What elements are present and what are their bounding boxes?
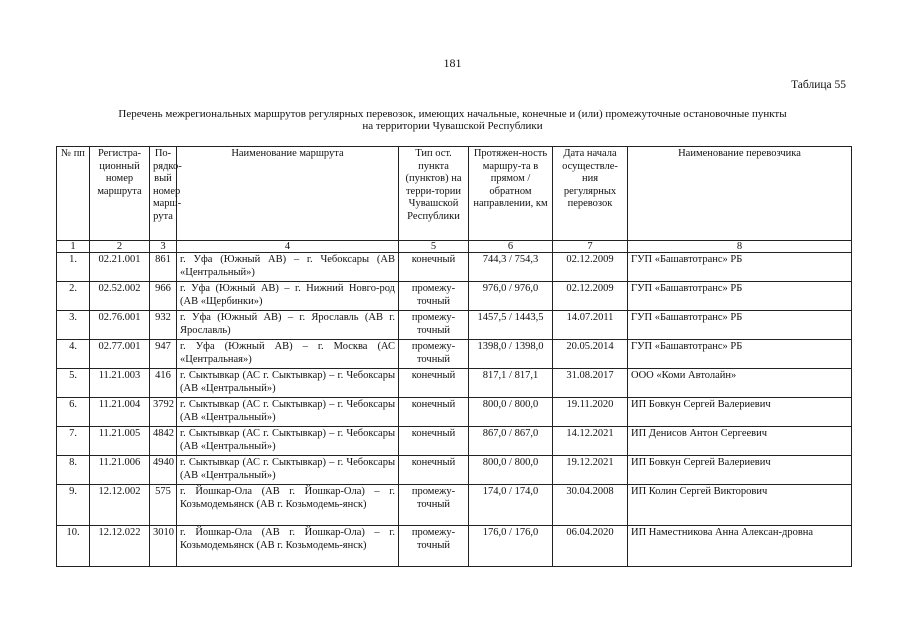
route-length: 176,0 / 176,0 <box>469 526 553 567</box>
ordinal-number: 966 <box>150 282 177 311</box>
row-number: 9. <box>57 485 90 526</box>
table-row <box>57 456 852 485</box>
start-date: 19.12.2021 <box>553 456 628 485</box>
carrier-name: ГУП «Башавтотранс» РБ <box>628 311 852 340</box>
ordinal-number: 3792 <box>150 398 177 427</box>
start-date: 19.11.2020 <box>553 398 628 427</box>
column-header: Дата начала осуществле-ния регулярных перевозок <box>553 147 628 241</box>
column-header: Наименование маршрута <box>177 147 399 241</box>
carrier-name: ООО «Коми Автолайн» <box>628 369 852 398</box>
column-header: № пп <box>57 147 90 241</box>
route-length: 867,0 / 867,0 <box>469 427 553 456</box>
column-number: 8 <box>628 241 852 253</box>
start-date: 30.04.2008 <box>553 485 628 526</box>
route-name: г. Уфа (Южный АВ) – г. Москва (АС «Центральная») <box>177 340 399 369</box>
carrier-name: ГУП «Башавтотранс» РБ <box>628 282 852 311</box>
row-number: 6. <box>57 398 90 427</box>
start-date: 06.04.2020 <box>553 526 628 567</box>
registration-number: 11.21.003 <box>90 369 150 398</box>
registration-number: 11.21.005 <box>90 427 150 456</box>
row-number: 3. <box>57 311 90 340</box>
table-row <box>57 311 852 340</box>
start-date: 02.12.2009 <box>553 282 628 311</box>
carrier-name: ИП Бовкун Сергей Валериевич <box>628 398 852 427</box>
column-header: Протяжен-ность маршру-та в прямом / обратном направлении, км <box>469 147 553 241</box>
stop-type: конечный <box>399 427 469 456</box>
row-number: 10. <box>57 526 90 567</box>
stop-type: промежу-точный <box>399 311 469 340</box>
ordinal-number: 932 <box>150 311 177 340</box>
route-name: г. Сыктывкар (АС г. Сыктывкар) – г. Чебоксары (АВ «Центральный») <box>177 369 399 398</box>
registration-number: 02.21.001 <box>90 253 150 282</box>
route-name: г. Йошкар-Ола (АВ г. Йошкар-Ола) – г. Козьмодемьянск (АВ г. Козьмодемь-янск) <box>177 485 399 526</box>
table-row <box>57 526 852 567</box>
registration-number: 02.76.001 <box>90 311 150 340</box>
route-length: 817,1 / 817,1 <box>469 369 553 398</box>
stop-type: промежу-точный <box>399 526 469 567</box>
stop-type: конечный <box>399 369 469 398</box>
column-header: Наименование перевозчика <box>628 147 852 241</box>
route-length: 744,3 / 754,3 <box>469 253 553 282</box>
column-header: Тип ост. пункта (пунктов) на терри-тории Чувашской Республики <box>399 147 469 241</box>
route-name: г. Уфа (Южный АВ) – г. Нижний Новго-род (АВ «Щербинки») <box>177 282 399 311</box>
carrier-name: ГУП «Башавтотранс» РБ <box>628 340 852 369</box>
route-name: г. Уфа (Южный АВ) – г. Ярославль (АВ г. Ярославль) <box>177 311 399 340</box>
carrier-name: ИП Наместникова Анна Алексан-дровна <box>628 526 852 567</box>
route-length: 174,0 / 174,0 <box>469 485 553 526</box>
column-number: 3 <box>150 241 177 253</box>
start-date: 14.12.2021 <box>553 427 628 456</box>
ordinal-number: 947 <box>150 340 177 369</box>
table-row <box>57 253 852 282</box>
registration-number: 11.21.004 <box>90 398 150 427</box>
ordinal-number: 4940 <box>150 456 177 485</box>
routes-table <box>56 146 852 567</box>
table-number: Таблица 55 <box>791 79 846 91</box>
route-name: г. Йошкар-Ола (АВ г. Йошкар-Ола) – г. Козьмодемьянск (АВ г. Козьмодемь-янск) <box>177 526 399 567</box>
caption-line-2: на территории Чувашской Республики <box>362 120 543 132</box>
row-number: 7. <box>57 427 90 456</box>
column-number: 4 <box>177 241 399 253</box>
registration-number: 12.12.002 <box>90 485 150 526</box>
registration-number: 02.52.002 <box>90 282 150 311</box>
table-row <box>57 427 852 456</box>
column-number: 1 <box>57 241 90 253</box>
row-number: 4. <box>57 340 90 369</box>
carrier-name: ГУП «Башавтотранс» РБ <box>628 253 852 282</box>
registration-number: 02.77.001 <box>90 340 150 369</box>
stop-type: конечный <box>399 398 469 427</box>
row-number: 2. <box>57 282 90 311</box>
registration-number: 11.21.006 <box>90 456 150 485</box>
column-numbering-row <box>57 241 852 253</box>
start-date: 02.12.2009 <box>553 253 628 282</box>
ordinal-number: 861 <box>150 253 177 282</box>
ordinal-number: 416 <box>150 369 177 398</box>
table-row <box>57 369 852 398</box>
column-number: 7 <box>553 241 628 253</box>
carrier-name: ИП Бовкун Сергей Валериевич <box>628 456 852 485</box>
stop-type: конечный <box>399 456 469 485</box>
column-header: Регистра-ционный номер маршрута <box>90 147 150 241</box>
carrier-name: ИП Денисов Антон Сергеевич <box>628 427 852 456</box>
start-date: 31.08.2017 <box>553 369 628 398</box>
page-number: 181 <box>443 56 462 70</box>
route-length: 1398,0 / 1398,0 <box>469 340 553 369</box>
route-length: 1457,5 / 1443,5 <box>469 311 553 340</box>
table-caption <box>80 108 825 132</box>
table-row <box>57 398 852 427</box>
start-date: 20.05.2014 <box>553 340 628 369</box>
stop-type: промежу-точный <box>399 340 469 369</box>
column-number: 6 <box>469 241 553 253</box>
column-header: По-рядко-вый номер марш-рута <box>150 147 177 241</box>
route-length: 800,0 / 800,0 <box>469 398 553 427</box>
route-name: г. Сыктывкар (АС г. Сыктывкар) – г. Чебоксары (АВ «Центральный») <box>177 398 399 427</box>
start-date: 14.07.2011 <box>553 311 628 340</box>
stop-type: промежу-точный <box>399 485 469 526</box>
route-name: г. Сыктывкар (АС г. Сыктывкар) – г. Чебоксары (АВ «Центральный») <box>177 456 399 485</box>
row-number: 1. <box>57 253 90 282</box>
header-row <box>57 147 852 241</box>
route-name: г. Уфа (Южный АВ) – г. Чебоксары (АВ «Центральный») <box>177 253 399 282</box>
table-row <box>57 340 852 369</box>
table-row <box>57 485 852 526</box>
carrier-name: ИП Колин Сергей Викторович <box>628 485 852 526</box>
row-number: 5. <box>57 369 90 398</box>
stop-type: конечный <box>399 253 469 282</box>
table-row <box>57 282 852 311</box>
route-length: 800,0 / 800,0 <box>469 456 553 485</box>
ordinal-number: 575 <box>150 485 177 526</box>
column-number: 2 <box>90 241 150 253</box>
caption-line-1: Перечень межрегиональных маршрутов регулярных перевозок, имеющих начальные, конечные и (или) промежуточные остановочные пункты <box>118 108 787 120</box>
route-length: 976,0 / 976,0 <box>469 282 553 311</box>
ordinal-number: 3010 <box>150 526 177 567</box>
registration-number: 12.12.022 <box>90 526 150 567</box>
row-number: 8. <box>57 456 90 485</box>
ordinal-number: 4842 <box>150 427 177 456</box>
stop-type: промежу-точный <box>399 282 469 311</box>
column-number: 5 <box>399 241 469 253</box>
route-name: г. Сыктывкар (АС г. Сыктывкар) – г. Чебоксары (АВ «Центральный») <box>177 427 399 456</box>
